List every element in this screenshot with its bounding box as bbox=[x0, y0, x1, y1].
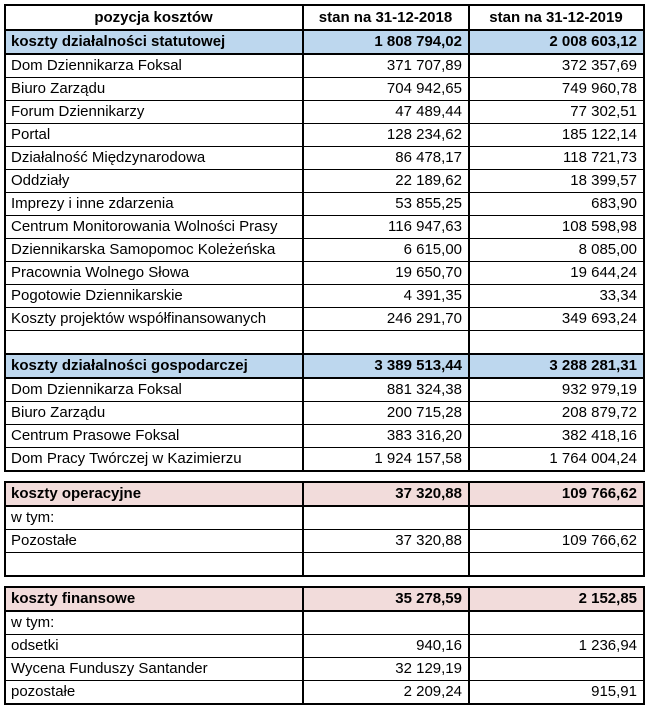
table-row bbox=[5, 611, 644, 635]
operating-costs-table bbox=[4, 481, 645, 577]
table-header bbox=[5, 5, 644, 30]
row-label: Imprezy i inne zdarzenia bbox=[5, 193, 303, 216]
value-2019-cell: 109 766,62 bbox=[469, 530, 644, 553]
row-label: odsetki bbox=[5, 635, 303, 658]
table-row bbox=[5, 530, 644, 553]
table-row bbox=[5, 170, 644, 193]
table-row bbox=[5, 402, 644, 425]
value-2019-cell: 208 879,72 bbox=[469, 402, 644, 425]
row-label: Biuro Zarządu bbox=[5, 402, 303, 425]
value-2019-cell: 33,34 bbox=[469, 285, 644, 308]
value-2019-cell: 372 357,69 bbox=[469, 54, 644, 78]
value-2019-cell: 109 766,62 bbox=[469, 482, 644, 506]
table-row bbox=[5, 308, 644, 331]
value-2018-cell: 246 291,70 bbox=[303, 308, 469, 331]
row-label: Pracownia Wolnego Słowa bbox=[5, 262, 303, 285]
value-2019-cell: 382 418,16 bbox=[469, 425, 644, 448]
row-label: Forum Dziennikarzy bbox=[5, 101, 303, 124]
table-row bbox=[5, 239, 644, 262]
value-2018-cell bbox=[303, 611, 469, 635]
value-2018-cell: 47 489,44 bbox=[303, 101, 469, 124]
value-2019-cell: 77 302,51 bbox=[469, 101, 644, 124]
row-label: Działalność Międzynarodowa bbox=[5, 147, 303, 170]
value-2018-cell: 2 209,24 bbox=[303, 681, 469, 705]
value-2018-cell: 22 189,62 bbox=[303, 170, 469, 193]
value-2018-cell: 32 129,19 bbox=[303, 658, 469, 681]
section-summary-row bbox=[5, 30, 644, 54]
table-row bbox=[5, 101, 644, 124]
value-2019-cell: 749 960,78 bbox=[469, 78, 644, 101]
value-2018-cell: 4 391,35 bbox=[303, 285, 469, 308]
row-label: Centrum Monitorowania Wolności Prasy bbox=[5, 216, 303, 239]
row-label: Dom Dziennikarza Foksal bbox=[5, 378, 303, 402]
value-2019-cell: 19 644,24 bbox=[469, 262, 644, 285]
value-2019-cell: 108 598,98 bbox=[469, 216, 644, 239]
section-summary-row bbox=[5, 482, 644, 506]
value-2019-cell: 185 122,14 bbox=[469, 124, 644, 147]
value-2019-cell bbox=[469, 506, 644, 530]
row-label: Dom Dziennikarza Foksal bbox=[5, 54, 303, 78]
table-row bbox=[5, 658, 644, 681]
row-label: pozostałe bbox=[5, 681, 303, 705]
header-row bbox=[5, 5, 644, 30]
row-label: w tym: bbox=[5, 506, 303, 530]
value-2018-cell: 940,16 bbox=[303, 635, 469, 658]
table-row bbox=[5, 448, 644, 472]
value-2018-cell: 881 324,38 bbox=[303, 378, 469, 402]
row-label: Koszty projektów współfinansowanych bbox=[5, 308, 303, 331]
value-2019-cell: 2 008 603,12 bbox=[469, 30, 644, 54]
value-2018-cell: 3 389 513,44 bbox=[303, 354, 469, 378]
value-2019-cell: 683,90 bbox=[469, 193, 644, 216]
value-2019-cell: 1 236,94 bbox=[469, 635, 644, 658]
row-label: Biuro Zarządu bbox=[5, 78, 303, 101]
value-2019-cell: 915,91 bbox=[469, 681, 644, 705]
column-header-position: pozycja kosztów bbox=[5, 5, 303, 30]
table-row bbox=[5, 147, 644, 170]
value-2018-cell: 37 320,88 bbox=[303, 482, 469, 506]
row-label: w tym: bbox=[5, 611, 303, 635]
value-2019-cell: 2 152,85 bbox=[469, 587, 644, 611]
value-2019-cell: 932 979,19 bbox=[469, 378, 644, 402]
value-2018-cell: 35 278,59 bbox=[303, 587, 469, 611]
row-label: koszty finansowe bbox=[5, 587, 303, 611]
value-2018-cell: 371 707,89 bbox=[303, 54, 469, 78]
table-row bbox=[5, 78, 644, 101]
value-2018-cell: 1 924 157,58 bbox=[303, 448, 469, 472]
row-label: koszty działalności gospodarczej bbox=[5, 354, 303, 378]
value-2019-cell bbox=[469, 331, 644, 355]
value-2018-cell bbox=[303, 506, 469, 530]
section-summary-row bbox=[5, 587, 644, 611]
row-label: Pozostałe bbox=[5, 530, 303, 553]
column-header-2019: stan na 31-12-2019 bbox=[469, 5, 644, 30]
value-2019-cell: 8 085,00 bbox=[469, 239, 644, 262]
table-row bbox=[5, 635, 644, 658]
value-2019-cell: 1 764 004,24 bbox=[469, 448, 644, 472]
value-2018-cell: 37 320,88 bbox=[303, 530, 469, 553]
value-2019-cell: 3 288 281,31 bbox=[469, 354, 644, 378]
value-2018-cell: 128 234,62 bbox=[303, 124, 469, 147]
table-row bbox=[5, 193, 644, 216]
financial-costs-table bbox=[4, 586, 645, 705]
costs-operating-body bbox=[5, 482, 644, 576]
table-row bbox=[5, 124, 644, 147]
row-label: Dom Pracy Twórczej w Kazimierzu bbox=[5, 448, 303, 472]
value-2019-cell bbox=[469, 553, 644, 577]
empty-row bbox=[5, 331, 644, 355]
costs-main-body bbox=[5, 30, 644, 471]
value-2018-cell: 116 947,63 bbox=[303, 216, 469, 239]
row-label: Portal bbox=[5, 124, 303, 147]
table-row bbox=[5, 506, 644, 530]
value-2019-cell: 18 399,57 bbox=[469, 170, 644, 193]
value-2018-cell: 86 478,17 bbox=[303, 147, 469, 170]
value-2019-cell: 349 693,24 bbox=[469, 308, 644, 331]
value-2018-cell: 704 942,65 bbox=[303, 78, 469, 101]
row-label bbox=[5, 331, 303, 355]
row-label: koszty działalności statutowej bbox=[5, 30, 303, 54]
row-label bbox=[5, 553, 303, 577]
table-row bbox=[5, 285, 644, 308]
row-label: Dziennikarska Samopomoc Koleżeńska bbox=[5, 239, 303, 262]
table-row bbox=[5, 425, 644, 448]
value-2018-cell: 200 715,28 bbox=[303, 402, 469, 425]
statutory-and-business-costs-table bbox=[4, 4, 645, 472]
row-label: Wycena Funduszy Santander bbox=[5, 658, 303, 681]
table-row bbox=[5, 54, 644, 78]
row-label: Oddziały bbox=[5, 170, 303, 193]
value-2018-cell bbox=[303, 331, 469, 355]
column-header-2018: stan na 31-12-2018 bbox=[303, 5, 469, 30]
table-row bbox=[5, 681, 644, 705]
costs-financial-body bbox=[5, 587, 644, 704]
empty-row bbox=[5, 553, 644, 577]
row-label: Centrum Prasowe Foksal bbox=[5, 425, 303, 448]
section-summary-row bbox=[5, 354, 644, 378]
table-row bbox=[5, 378, 644, 402]
value-2018-cell: 19 650,70 bbox=[303, 262, 469, 285]
value-2019-cell: 118 721,73 bbox=[469, 147, 644, 170]
value-2018-cell: 53 855,25 bbox=[303, 193, 469, 216]
table-row bbox=[5, 216, 644, 239]
value-2018-cell: 1 808 794,02 bbox=[303, 30, 469, 54]
value-2019-cell bbox=[469, 658, 644, 681]
value-2018-cell: 6 615,00 bbox=[303, 239, 469, 262]
value-2019-cell bbox=[469, 611, 644, 635]
table-row bbox=[5, 262, 644, 285]
row-label: koszty operacyjne bbox=[5, 482, 303, 506]
row-label: Pogotowie Dziennikarskie bbox=[5, 285, 303, 308]
value-2018-cell: 383 316,20 bbox=[303, 425, 469, 448]
value-2018-cell bbox=[303, 553, 469, 577]
